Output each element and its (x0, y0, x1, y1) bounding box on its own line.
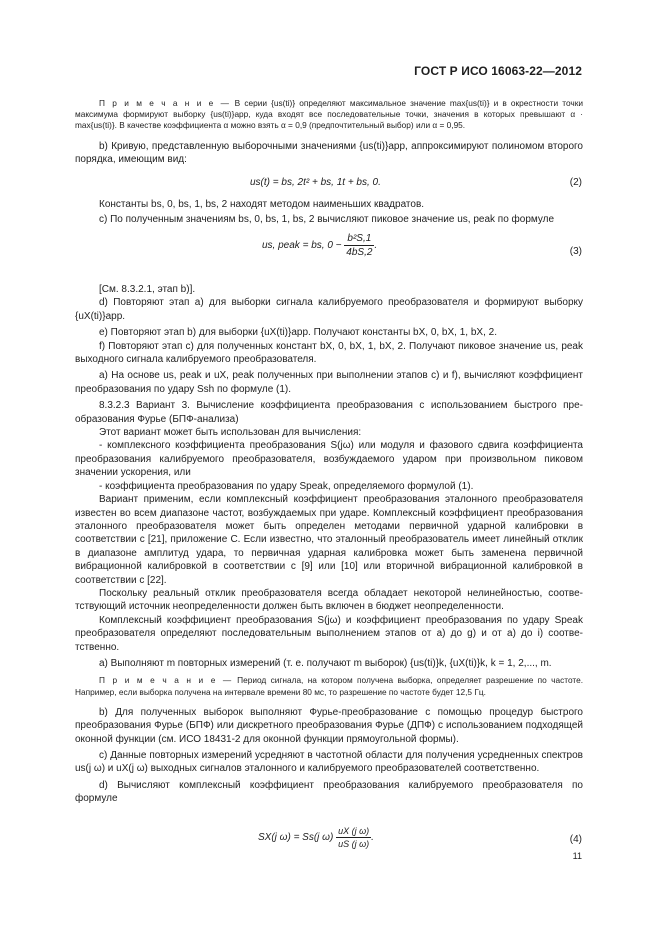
variant-applicability: Вариант применим, если комплексный коэффициент преобразования эталонного преобразователя известен во всем диапазоне частот, возбуждаемых при ударе. Комплексный коэффициент преобразования эталонного преобразователя может быть определен методами первичной ударной калибровки в соответствии с [21], приложение C. Если известно, что эталонный преобразователь имеет линейный отклик в диапазоне амплитуд удара, то первичная ударная калибровка может быть заменена первичной вибрационной калибровкой в соответствии с [9] или [10] или вторичной вибрационной калибровкой в соответствии с [22]. (75, 494, 583, 586)
note-2-text: Период сигнала, на котором получена выборка, определяет разрешение по частоте. Например, если выборка получена на интервале времени 80 мс, то разрешение по частоте будет 12,5 Гц. (75, 675, 583, 697)
constants-line: Константы bs, 0, bs, 1, bs, 2 находят методом наименьших квадратов. (99, 199, 425, 210)
standard-header: ГОСТ Р ИСО 16063-22—2012 (414, 64, 582, 78)
formula-3-end: . (374, 240, 378, 252)
step-a-compute: a) На основе us, peak и uX, peak полученных при выполнении этапов c) и f), вычисляют коэффициент преобразования по удару Ssh по формуле (1). (75, 370, 583, 395)
formula-4-end: . (371, 832, 374, 844)
step-d: d) Повторяют этап а) для выборки сигнала калибруемого преобразователя и формируют выборку {uX(ti)}app. (75, 297, 583, 322)
formula-3-denominator: 4bS,2 (346, 247, 373, 258)
step-b-approx: b) Кривую, представленную выборочными значениями {us(ti)}app, аппроксимируют полиномом второго порядка, имеющим вид: (75, 140, 583, 166)
step-c-peak: c) По полученным значениям bs, 0, bs, 1, bs, 2 вычисляют пиковое значение us, peak по формуле (99, 214, 555, 226)
step-a-repeat: а) Выполняют m повторных измерений (т. е. получают m выборок) {us(ti)}k, {uX(ti)}k, k = 1, 2,..., m. (99, 657, 552, 669)
formula-3-fraction (344, 233, 374, 258)
formula-3 (262, 233, 377, 258)
dash-item-1: - комплексного коэффициента преобразования S(jω) или модуля и фазового сдвига коэффициента преобразования калибруемого преобразователя, возбуждаемого ударом при произвольном пиковом значении ускорения, или (75, 440, 583, 479)
dash-item-2: - коэффициента преобразования по удару Speak, определяемого формулой (1). (99, 480, 474, 492)
formula-4-numerator: uX (j ω) (338, 826, 370, 836)
note-2 (75, 675, 583, 697)
step-f: f) Повторяют этап c) для полученных констант bX, 0, bX, 1, bX, 2. Получают пиковое значение us, peak выходного сигнала калибруемого преобразователя. (75, 340, 583, 366)
step-b-fft: b) Для полученных выборок выполняют Фурье-преобразование с помощью процедур быстрого преобразования Фурье (БПФ) или дискретного преобразования Фурье (ДПФ) с использованием подходящей оконной функции (см. ИСО 18431-2 для оконной функции прямоугольной формы). (75, 706, 583, 745)
formula-4-left: SX(j ω) = Ss(j ω) (258, 832, 334, 844)
formula-4-fraction (336, 826, 371, 849)
step-c-average: c) Данные повторных измерений усредняют в частотной области для получения усредненных спектров us(j ω) и uX(j ω) выходных сигналов эталонного и калибруемого преобразователей соответственно. (75, 750, 583, 775)
formula-3-number: (3) (569, 246, 582, 257)
variant-usage: Этот вариант может быть использован для вычисления: (99, 427, 362, 439)
note-2-prefix: П р и м е ч а н и е — (99, 675, 233, 686)
formula-3-numerator: b²S,1 (344, 233, 374, 246)
formula-4-denominator: uS (j ω) (338, 839, 370, 849)
note-prefix: П р и м е ч а н и е — (99, 98, 231, 108)
page-number: 11 (572, 851, 582, 861)
complex-coeff-para: Комплексный коэффициент преобразования S(jω) и коэффициент преобразования по удару Speak преобразователя определяют последовательным выполнением этапов от а) до g) и от а) до i) соответственно. (75, 614, 583, 653)
note-1 (75, 98, 583, 132)
formula-2-number: (2) (569, 177, 582, 188)
text-block-consts (75, 198, 583, 227)
formula-4-number: (4) (569, 834, 582, 845)
section-8-3-2-3: 8.3.2.3 Вариант 3. Вычисление коэффициента преобразования с использованием быстрого преобразования Фурье (БПФ-анализа) (75, 400, 583, 425)
text-block-top (75, 98, 583, 166)
nonlinearity-para: Поскольку реальный отклик преобразователя всегда обладает некоторой нелинейностью, соответствующий источник неопределенности должен быть включен в бюджет неопределенности. (75, 587, 583, 613)
formula-3-left: us, peak = bs, 0 − (262, 240, 342, 252)
formula-2: us(t) = bs, 2t² + bs, 1t + bs, 0. (250, 177, 381, 188)
text-block-main (75, 283, 583, 806)
see-reference: [См. 8.3.2.1, этап b)]. (99, 284, 196, 295)
step-e: e) Повторяют этап b) для выборки {uX(ti)}app. Получают константы bX, 0, bX, 1, bX, 2. (99, 327, 497, 339)
note-text: В серии {us(ti)} определяют максимальное значение max{us(ti)} и в окрестности точки максимума формируют выборку {us(ti)}app, куда входят все последовательные точки, значения в которых превышают α · max{us(ti)}. В качестве коэффициента α можно взять α = 0,9 (предпочтительный выбор) или α = 0,95. (75, 98, 583, 131)
step-d-compute: d) Вычисляют комплексный коэффициент преобразования калибруемого преобразователя по формуле (75, 779, 583, 805)
formula-4 (258, 826, 374, 849)
